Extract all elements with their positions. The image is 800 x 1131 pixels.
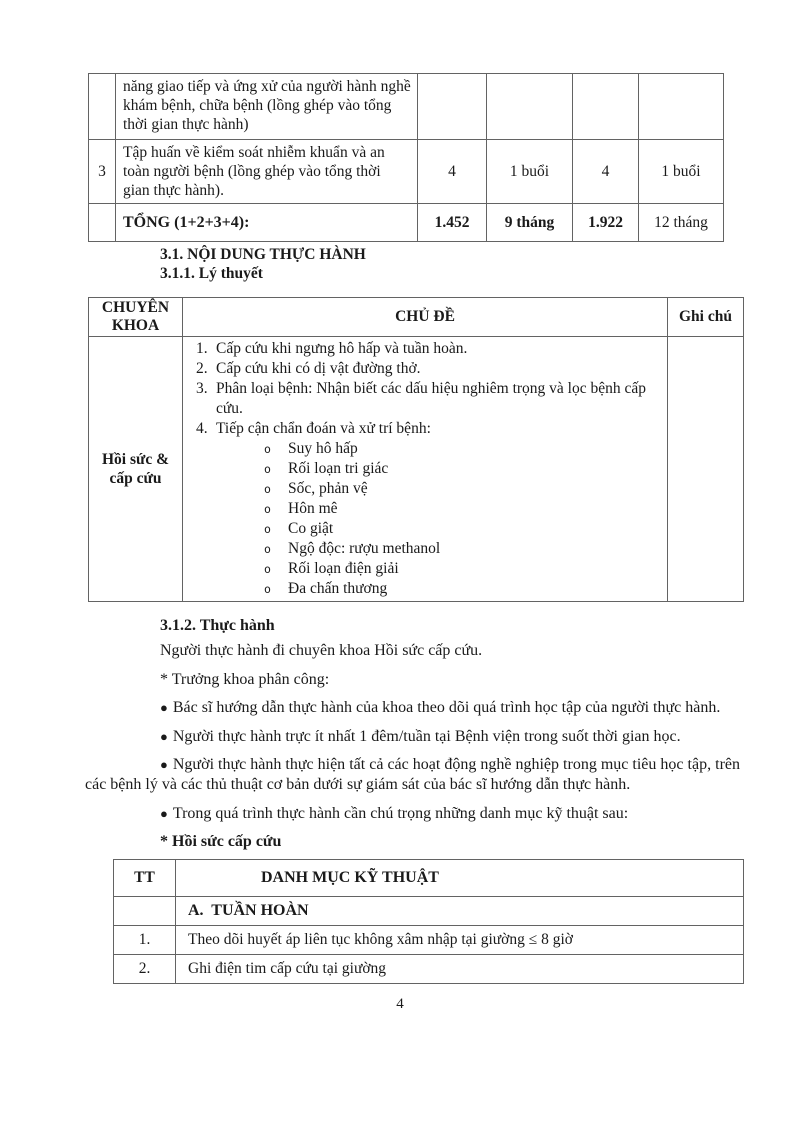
bullet-text: Người thực hành thực hiện tất cả các hoạt động nghề nghiệp trong mục tiêu học tập, trên các bệnh lý và các thủ thuật cơ bản dưới sự giám sát của bác sĩ hướng dẫn thực hành. (85, 756, 740, 793)
subtopic-item (183, 579, 663, 599)
table-row-specialty (89, 337, 744, 602)
heading-section-3-1-2: 3.1.2. Thực hành (160, 617, 275, 634)
topic-item (183, 339, 663, 359)
heading-section-3-1: 3.1. NỘI DUNG THỰC HÀNH (160, 246, 366, 263)
bullet-paragraph (85, 755, 740, 795)
value-cell: 1 buổi (487, 140, 573, 204)
circle-bullet-icon: o (264, 482, 271, 496)
table-header-row (114, 860, 744, 897)
circle-bullet-icon: o (264, 542, 271, 556)
topic-text: Cấp cứu khi ngưng hô hấp và tuần hoàn. (216, 340, 468, 357)
topic-number: 4. (196, 420, 208, 437)
value-cell (418, 74, 487, 140)
group-label-cell: A. TUẦN HOÀN (176, 897, 744, 926)
bullet-text: Bác sĩ hướng dẫn thực hành của khoa theo dõi quá trình học tập của người thực hành. (172, 699, 721, 716)
table-group-row (114, 897, 744, 926)
page-number: 4 (396, 996, 404, 1012)
bullet-text: Người thực hành trực ít nhất 1 đêm/tuần tại Bệnh viện trong suốt thời gian học. (172, 728, 681, 745)
paragraph: * Trưởng khoa phân công: (160, 671, 330, 688)
tt-cell: 2. (114, 955, 176, 984)
bullet-text: Trong quá trình thực hành cần chú trọng những danh mục kỹ thuật sau: (172, 805, 629, 822)
table-row-total (89, 204, 724, 242)
topic-item (183, 419, 663, 439)
bullet-icon: ● (160, 700, 168, 715)
value-cell (487, 74, 573, 140)
subtopic-item (183, 559, 663, 579)
value-cell: 4 (573, 140, 639, 204)
bullet-icon: ● (160, 806, 168, 821)
header-technique-name: DANH MỤC KỸ THUẬT (176, 860, 744, 897)
total-value-cell: 9 tháng (487, 204, 573, 242)
value-cell (639, 74, 724, 140)
bullet-paragraph (85, 727, 740, 747)
circle-bullet-icon: o (264, 522, 271, 536)
table-row-continuation (89, 74, 724, 140)
training-hours-table (88, 73, 724, 242)
row-number-cell: 3 (89, 140, 116, 204)
header-specialty: CHUYÊN KHOA (89, 298, 183, 337)
technique-list-table (113, 859, 744, 984)
row-desc-cell: Tập huấn về kiểm soát nhiễm khuẩn và an toàn người bệnh (lồng ghép vào tổng thời gian thực hành). (116, 140, 418, 204)
tt-cell: 1. (114, 926, 176, 955)
bullet-icon: ● (160, 757, 168, 772)
note-cell (668, 337, 744, 602)
technique-name-cell: Ghi điện tim cấp cứu tại giường (176, 955, 744, 984)
subtopic-item (183, 519, 663, 539)
subtopic-text: Ngộ độc: rượu methanol (288, 540, 441, 557)
technique-name-cell: Theo dõi huyết áp liên tục không xâm nhập tại giường ≤ 8 giờ (176, 926, 744, 955)
theory-topics-table (88, 297, 744, 602)
circle-bullet-icon: o (264, 582, 271, 596)
topic-number: 1. (196, 340, 208, 357)
topic-text: Phân loại bệnh: Nhận biết các dấu hiệu nghiêm trọng và lọc bệnh cấp cứu. (216, 380, 646, 417)
total-label-cell: TỔNG (1+2+3+4): (116, 204, 418, 242)
subtopic-item (183, 439, 663, 459)
practice-section (85, 641, 740, 852)
circle-bullet-icon: o (264, 442, 271, 456)
value-cell (573, 74, 639, 140)
subtopic-item (183, 539, 663, 559)
subtopic-text: Rối loạn tri giác (288, 460, 389, 477)
topic-item (183, 379, 663, 419)
header-tt: TT (114, 860, 176, 897)
tt-cell (114, 897, 176, 926)
table-row (114, 955, 744, 984)
bullet-icon: ● (160, 729, 168, 744)
value-cell: 1 buổi (639, 140, 724, 204)
subtopic-text: Suy hô hấp (288, 440, 358, 457)
subtopic-text: Hôn mê (288, 500, 338, 517)
paragraph: Người thực hành đi chuyên khoa Hồi sức cấp cứu. (160, 642, 483, 659)
circle-bullet-icon: o (264, 502, 271, 516)
subtopic-text: Co giật (288, 520, 334, 537)
heading-section-3-1-1: 3.1.1. Lý thuyết (160, 265, 263, 282)
total-value-cell: 1.452 (418, 204, 487, 242)
row-desc-cell: năng giao tiếp và ứng xử của người hành nghề khám bệnh, chữa bệnh (lồng ghép vào tổng thời gian thực hành) (116, 74, 418, 140)
subtopic-text: Đa chấn thương (288, 580, 388, 597)
circle-bullet-icon: o (264, 462, 271, 476)
subtopic-item (183, 459, 663, 479)
header-topic: CHỦ ĐỀ (183, 298, 668, 337)
topics-cell (183, 337, 668, 602)
table-header-row (89, 298, 744, 337)
value-cell: 4 (418, 140, 487, 204)
total-value-cell: 1.922 (573, 204, 639, 242)
subtopic-item (183, 479, 663, 499)
heading-hoi-suc-cap-cuu: * Hồi sức cấp cứu (160, 833, 282, 850)
topic-text: Tiếp cận chẩn đoán và xử trí bệnh: (216, 420, 431, 437)
table-row (114, 926, 744, 955)
topic-text: Cấp cứu khi có dị vật đường thở. (216, 360, 421, 377)
subtopic-text: Rối loạn điện giải (288, 560, 399, 577)
subtopic-item (183, 499, 663, 519)
row-number-cell (89, 74, 116, 140)
topic-number: 3. (196, 380, 208, 397)
total-value-cell: 12 tháng (639, 204, 724, 242)
bullet-paragraph (85, 698, 740, 718)
specialty-cell: Hồi sức & cấp cứu (89, 337, 183, 602)
header-note: Ghi chú (668, 298, 744, 337)
topic-item (183, 359, 663, 379)
topic-number: 2. (196, 360, 208, 377)
circle-bullet-icon: o (264, 562, 271, 576)
subtopic-text: Sốc, phản vệ (288, 480, 368, 497)
row-number-cell (89, 204, 116, 242)
table-row-3 (89, 140, 724, 204)
bullet-paragraph (85, 804, 740, 824)
